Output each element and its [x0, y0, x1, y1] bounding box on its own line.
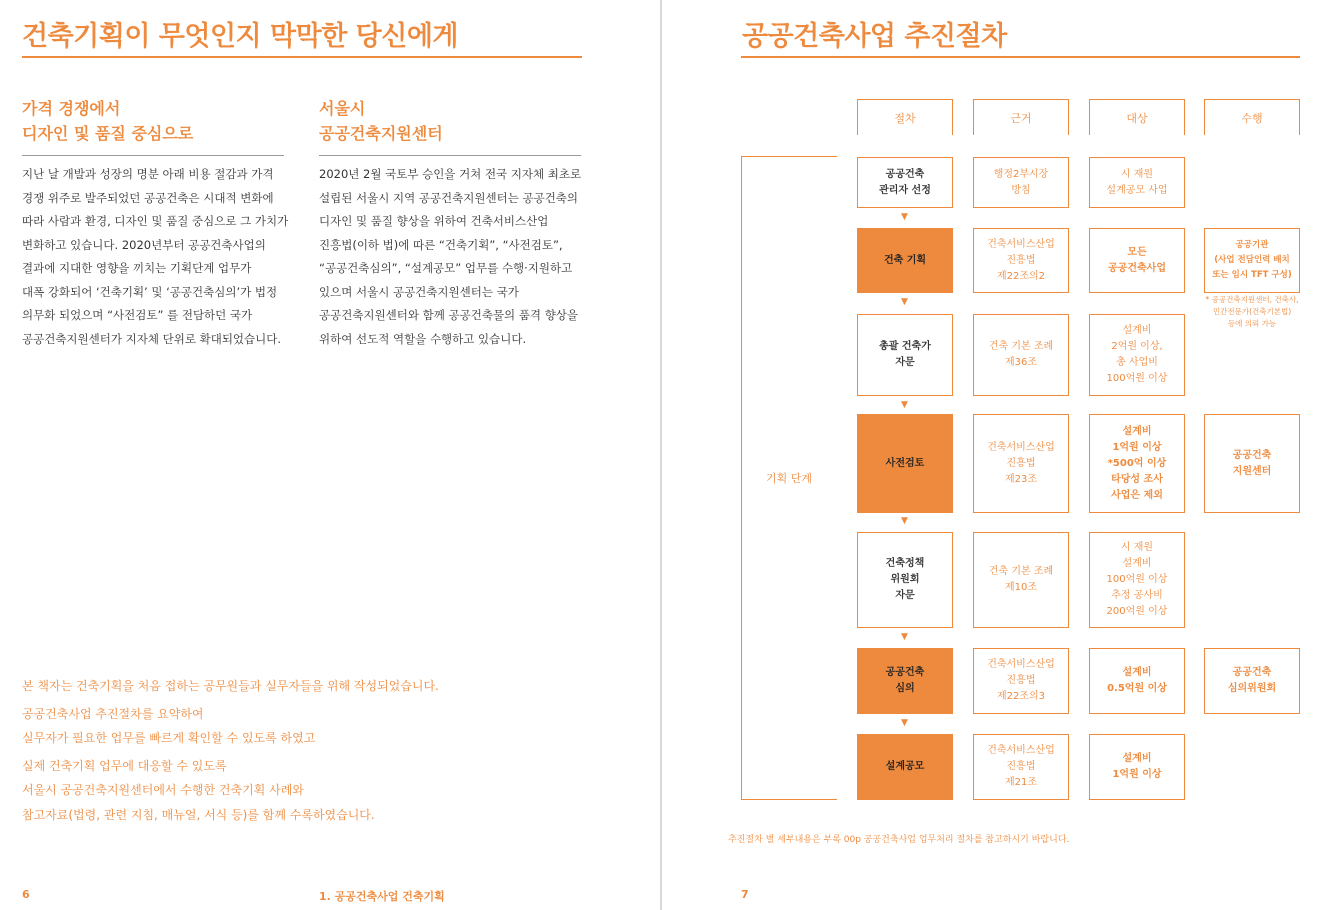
note-line: 본 책자는 건축기획을 처음 접하는 공무원들과 실무자들을 위해 작성되었습니다. — [22, 679, 439, 693]
para-line: “공공건축심의”, “설계공모” 업무를 수행·지원하고 — [319, 261, 573, 275]
flow-arrow-icon: ▼ — [901, 516, 908, 526]
col2-heading-line: 공공건축지원센터 — [319, 124, 443, 143]
title-divider — [741, 56, 1300, 58]
step-pre-review: 사전검토 — [857, 414, 953, 513]
para-line: 대폭 강화되어 ‘건축기획’ 및 ‘공공건축심의’가 법정 — [22, 284, 278, 299]
col2-heading — [319, 96, 443, 146]
col1-divider — [22, 155, 284, 156]
right-page — [662, 0, 1318, 910]
performer-cell: 공공건축 심의위원회 — [1204, 648, 1300, 714]
flow-arrow-icon: ▼ — [901, 632, 908, 642]
para-line: 지난 날 개발과 성장의 명분 아래 비용 절감과 가격 — [22, 167, 274, 181]
note-line: 공공건축사업 추진절차를 요약하여 — [22, 706, 204, 721]
step-policy-committee-consult: 건축정책 위원회 자문 — [857, 532, 953, 628]
para-line: 진흥법(이하 법)에 따른 “건축기획”, “사전검토”, — [319, 237, 563, 252]
flow-arrow-icon: ▼ — [901, 718, 908, 728]
para-line: 경쟁 위주로 발주되었던 공공건축은 시대적 변화에 — [22, 190, 274, 205]
col1-paragraph — [22, 163, 288, 351]
step-manager-selection: 공공건축 관리자 선정 — [857, 157, 953, 208]
note-line: 실제 건축기획 업무에 대응할 수 있도록 — [22, 758, 227, 773]
basis-cell: 건축 기본 조례 제10조 — [973, 532, 1069, 628]
flow-arrow-icon: ▼ — [901, 212, 908, 222]
header-target: 대상 — [1089, 99, 1185, 135]
basis-cell: 건축서비스산업 진흥법 제21조 — [973, 734, 1069, 800]
col1-heading-line: 디자인 및 품질 중심으로 — [22, 124, 194, 143]
target-cell: 시 재원 설계공모 사업 — [1089, 157, 1185, 208]
para-line: 있으며 서울시 공공건축지원센터는 국가 — [319, 284, 519, 299]
para-line: 공공건축지원센터가 지자체 단위로 확대되었습니다. — [22, 331, 282, 346]
flow-arrow-icon: ▼ — [901, 297, 908, 307]
col1-heading — [22, 96, 193, 146]
header-performer: 수행 — [1204, 99, 1300, 135]
target-cell: 설계비 1억원 이상 *500억 이상 타당성 조사 사업은 제외 — [1089, 414, 1185, 513]
note-line: 실무자가 필요한 업무를 빠르게 확인할 수 있도록 하였고 — [22, 731, 316, 745]
basis-cell: 행정2부시장 방침 — [973, 157, 1069, 208]
target-cell: 시 재원 설계비 100억원 이상 추정 공사비 200억원 이상 — [1089, 532, 1185, 628]
page-title: 공공건축사업 추진절차 — [742, 21, 1007, 52]
para-line: 2020년 2월 국토부 승인을 거쳐 전국 지자체 최초로 — [319, 167, 582, 181]
col2-divider — [319, 155, 581, 156]
basis-cell: 건축서비스산업 진흥법 제22조의2 — [973, 228, 1069, 293]
page-number: 7 — [741, 888, 749, 901]
para-line: 디자인 및 품질 향상을 위하여 건축서비스산업 — [319, 214, 549, 228]
target-cell: 설계비 0.5억원 이상 — [1089, 648, 1185, 714]
para-line: 변화하고 있습니다. 2020년부터 공공건축사업의 — [22, 237, 266, 252]
stage-label: 기획 단계 — [765, 472, 812, 485]
step-architectural-planning: 건축 기획 — [857, 228, 953, 293]
step-public-architecture-review: 공공건축 심의 — [857, 648, 953, 714]
col2-paragraph — [319, 163, 581, 351]
title-divider — [22, 56, 582, 58]
performer-cell: 공공기관 (사업 전담인력 배치 또는 임시 TFT 구성) — [1204, 228, 1300, 293]
para-line: 따라 사람과 환경, 디자인 및 품질 중심으로 그 가치가 — [22, 214, 289, 228]
basis-cell: 건축 기본 조례 제36조 — [973, 314, 1069, 396]
basis-cell: 건축서비스산업 진흥법 제23조 — [973, 414, 1069, 513]
performer-cell: 공공건축 지원센터 — [1204, 414, 1300, 513]
note-line: 참고자료(법령, 관련 지침, 매뉴얼, 서식 등)를 함께 수록하였습니다. — [22, 807, 375, 822]
header-basis: 근거 — [973, 99, 1069, 135]
col2-heading-line: 서울시 — [319, 99, 366, 118]
target-cell: 설계비 1억원 이상 — [1089, 734, 1185, 800]
para-line: 위하여 선도적 역할을 수행하고 있습니다. — [319, 331, 527, 346]
col1-heading-line: 가격 경쟁에서 — [22, 99, 121, 118]
step-design-competition: 설계공모 — [857, 734, 953, 800]
note-line: 서울시 공공건축지원센터에서 수행한 건축기획 사례와 — [22, 783, 304, 797]
page-number: 6 — [22, 888, 30, 901]
performer-footnote: * 공공건축지원센터, 건축사, 민간전문가(건축기본법) 등에 의뢰 가능 — [1205, 295, 1299, 328]
step-chief-architect-consult: 총괄 건축가 자문 — [857, 314, 953, 396]
flow-arrow-icon: ▼ — [901, 400, 908, 410]
basis-cell: 건축서비스산업 진흥법 제22조의3 — [973, 648, 1069, 714]
para-line: 결과에 지대한 영향을 끼치는 기획단계 업무가 — [22, 261, 252, 275]
page-title: 건축기획이 무엇인지 막막한 당신에게 — [22, 21, 459, 52]
target-cell: 설계비 2억원 이상, 총 사업비 100억원 이상 — [1089, 314, 1185, 396]
para-line: 공공건축지원센터와 함께 공공건축물의 품격 향상을 — [319, 308, 579, 322]
target-cell: 모든 공공건축사업 — [1089, 228, 1185, 293]
reference-note: 추진절차 별 세부내용은 부록 00p 공공건축사업 업무처리 절차를 참고하시기 바랍니다. — [728, 835, 1070, 845]
intro-notes — [22, 674, 439, 827]
header-procedure: 절차 — [857, 99, 953, 135]
running-footer: 1. 공공건축사업 건축기획 — [319, 890, 445, 903]
para-line: 설립된 서울시 지역 공공건축지원센터는 공공건축의 — [319, 190, 579, 205]
para-line: 의무화 되었으며 “사전검토” 를 전담하던 국가 — [22, 308, 253, 322]
